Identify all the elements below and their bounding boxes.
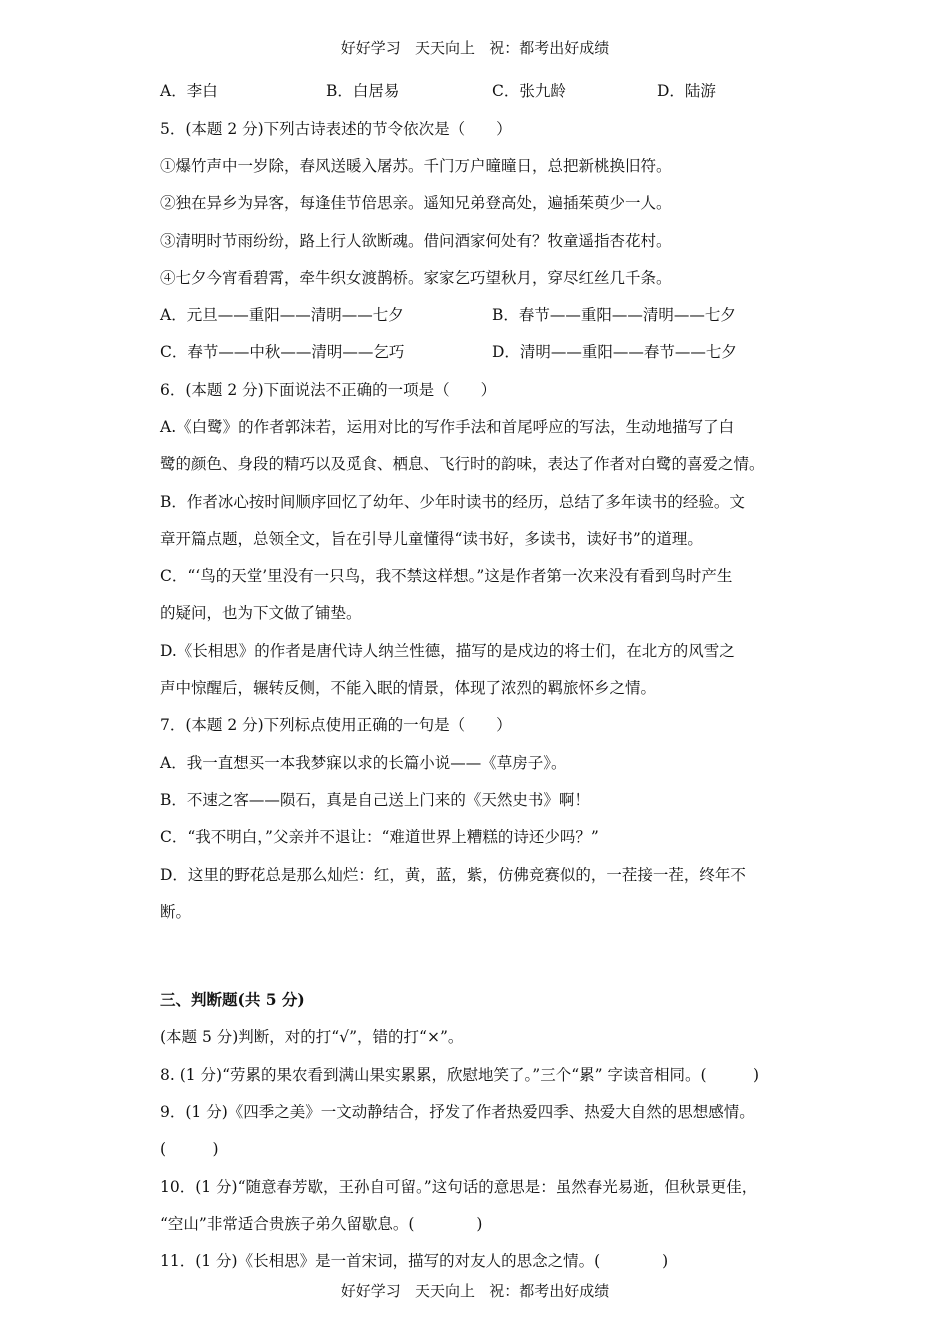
q6-line-4: 章开篇点题，总领全文，旨在引导儿童懂得“读书好，多读书，读好书”的道理。: [160, 530, 703, 548]
q6-stem: 6．(本题 2 分)下面说法不正确的一项是（ ）: [160, 381, 497, 399]
q5-poem-4: ④七夕今宵看碧霄，牵牛织女渡鹊桥。家家乞巧望秋月，穿尽红丝几千条。: [160, 269, 672, 287]
tf-line-5: “空山”非常适合贵族子弟久留歇息。( ): [160, 1215, 483, 1233]
q5-option-a: A．元旦——重阳——清明——七夕: [160, 306, 404, 324]
q6-line-3: B．作者冰心按时间顺序回忆了幼年、少年时读书的经历，总结了多年读书的经验。文: [160, 493, 745, 511]
q6-line-1: A.《白鹭》的作者郭沫若，运用对比的写作手法和首尾呼应的写法，生动地描写了白: [160, 418, 735, 436]
q7-line-3: C．“我不明白，”父亲并不退让：“难道世界上糟糕的诗还少吗？”: [160, 828, 599, 846]
q5-poem-2: ②独在异乡为异客，每逢佳节倍思亲。遥知兄弟登高处，遍插茱萸少一人。: [160, 194, 672, 212]
q7-line-2: B．不速之客——陨石，真是自己送上门来的《天然史书》啊！: [160, 791, 590, 809]
q7-line-4: D．这里的野花总是那么灿烂：红，黄，蓝，紫，仿佛竞赛似的，一茬接一茬，终年不: [160, 866, 746, 884]
q6-line-2: 鹭的颜色、身段的精巧以及觅食、栖息、飞行时的韵味，表达了作者对白鹭的喜爱之情。: [160, 455, 765, 473]
q5-poem-3: ③清明时节雨纷纷，路上行人欲断魂。借问酒家何处有？牧童遥指杏花村。: [160, 232, 672, 250]
q7-line-5: 断。: [160, 903, 192, 921]
q5-option-c: C．春节——中秋——清明——乞巧: [160, 343, 405, 361]
q6-line-5: C．“‘鸟的天堂’里没有一只鸟，我不禁这样想。”这是作者第一次来没有看到鸟时产生: [160, 567, 733, 585]
section-3-instruction: (本题 5 分)判断，对的打“√”，错的打“×”。: [160, 1028, 464, 1046]
tf-line-2: 9．(1 分)《四季之美》一文动静结合，抒发了作者热爱四季、热爱大自然的思想感情。: [160, 1103, 755, 1121]
tf-line-4: 10．(1 分)“随意春芳歇，王孙自可留。”这句话的意思是：虽然春光易逝，但秋景更佳，: [160, 1178, 758, 1196]
q6-line-6: 的疑问，也为下文做了铺垫。: [160, 604, 362, 622]
q5-option-d: D．清明——重阳——春节——七夕: [492, 343, 737, 361]
q4-option-a: A．李白: [160, 82, 218, 100]
q6-line-8: 声中惊醒后，辗转反侧，不能入眠的情景，体现了浓烈的羁旅怀乡之情。: [160, 679, 657, 697]
q4-option-c: C．张九龄: [492, 82, 566, 100]
q4-option-d: D．陆游: [657, 82, 716, 100]
q4-option-b: B．白居易: [326, 82, 400, 100]
tf-line-1: 8. (1 分)“劳累的果农看到满山果实累累，欣慰地笑了。”三个“累” 字读音相同。( ): [160, 1066, 760, 1084]
tf-line-3: ( ): [160, 1140, 219, 1158]
q5-poem-1: ①爆竹声中一岁除，春风送暖入屠苏。千门万户曈曈日，总把新桃换旧符。: [160, 157, 672, 175]
q5-option-b: B．春节——重阳——清明——七夕: [492, 306, 736, 324]
q7-line-1: A．我一直想买一本我梦寐以求的长篇小说——《草房子》。: [160, 754, 567, 772]
page-header: 好好学习 天天向上 祝：都考出好成绩: [340, 39, 610, 57]
q7-stem: 7．(本题 2 分)下列标点使用正确的一句是（ ）: [160, 716, 512, 734]
section-3-title: 三、判断题(共 5 分): [160, 990, 305, 1009]
page-footer: 好好学习 天天向上 祝：都考出好成绩: [340, 1282, 610, 1300]
q5-stem: 5．(本题 2 分)下列古诗表述的节令依次是（ ）: [160, 120, 512, 138]
tf-line-6: 11．(1 分)《长相思》是一首宋词，描写的对友人的思念之情。( ): [160, 1252, 669, 1270]
q6-line-7: D.《长相思》的作者是唐代诗人纳兰性德，描写的是戍边的将士们，在北方的风雪之: [160, 642, 735, 660]
